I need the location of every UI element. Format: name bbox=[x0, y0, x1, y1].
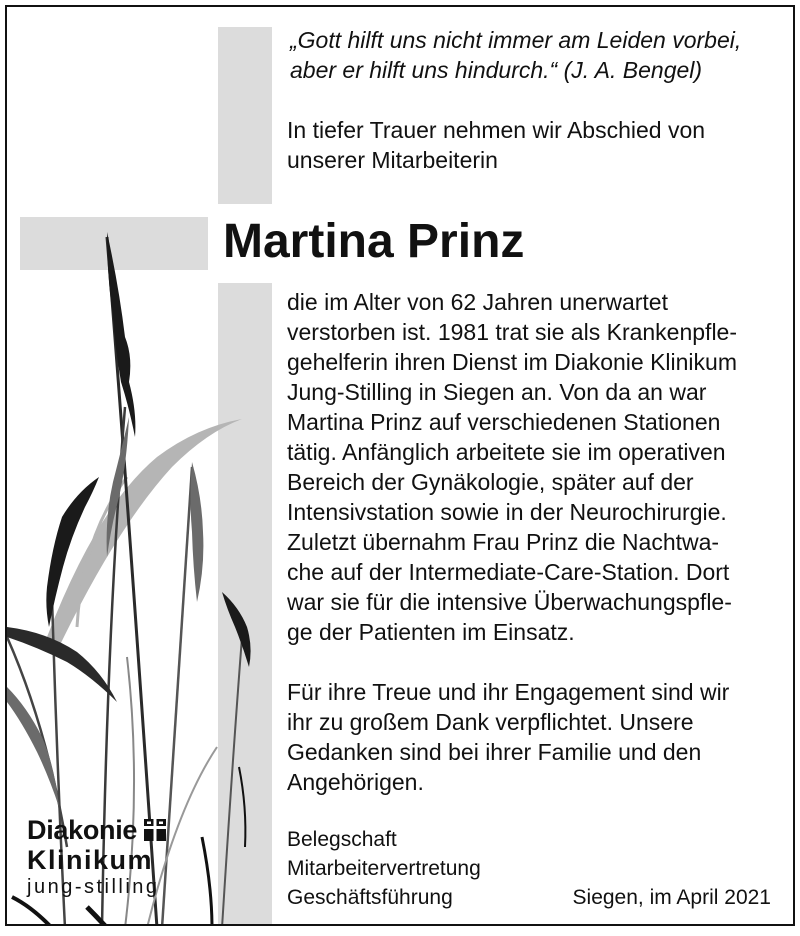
gift-box-icon bbox=[143, 818, 167, 842]
body-line: war sie für die intensive Überwachungspfle- bbox=[287, 589, 732, 615]
logo-word-jung-stilling: jung-stilling bbox=[27, 876, 160, 898]
signer-staff: Belegschaft bbox=[287, 828, 397, 851]
intro-text bbox=[287, 115, 782, 175]
cross-vertical-top bbox=[218, 27, 272, 204]
quote-line-2: aber er hilft uns hindurch.“ (J. A. Bengel) bbox=[290, 57, 703, 83]
bible-quote bbox=[290, 25, 785, 85]
logo-word-klinikum: Klinikum bbox=[27, 845, 154, 875]
body-line: gehelferin ihren Dienst im Diakonie Klinikum bbox=[287, 349, 737, 375]
logo-word-diakonie: Diakonie bbox=[27, 815, 138, 845]
body-line: Bereich der Gynäkologie, später auf der bbox=[287, 469, 694, 495]
diakonie-klinikum-logo bbox=[27, 815, 207, 899]
body-line: Zuletzt übernahm Frau Prinz die Nachtwa- bbox=[287, 529, 720, 555]
signers-list bbox=[287, 825, 481, 912]
signer-staff-council: Mitarbeitervertretung bbox=[287, 857, 481, 880]
thanks-paragraph bbox=[287, 677, 787, 797]
quote-line-1: „Gott hilft uns nicht immer am Leiden vorbei, bbox=[290, 27, 742, 53]
thanks-line: Angehörigen. bbox=[287, 769, 424, 795]
body-line: verstorben ist. 1981 trat sie als Krankenpfle- bbox=[287, 319, 738, 345]
body-line: Intensivstation sowie in der Neurochirurgie. bbox=[287, 499, 727, 525]
body-line: tätig. Anfänglich arbeitete sie im operativen bbox=[287, 439, 726, 465]
place-date: Siegen, im April 2021 bbox=[572, 886, 771, 909]
body-line: Jung-Stilling in Siegen an. Von da an war bbox=[287, 379, 707, 405]
intro-line-2: unserer Mitarbeiterin bbox=[287, 147, 498, 173]
deceased-name: Martina Prinz bbox=[223, 215, 525, 268]
thanks-line: Gedanken sind bei ihrer Familie und den bbox=[287, 739, 702, 765]
body-line: Martina Prinz auf verschiedenen Stationen bbox=[287, 409, 721, 435]
body-line: che auf der Intermediate-Care-Station. Dort bbox=[287, 559, 730, 585]
signer-management: Geschäftsführung bbox=[287, 886, 453, 909]
body-line: die im Alter von 62 Jahren unerwartet bbox=[287, 289, 668, 315]
thanks-line: ihr zu großem Dank verpflichtet. Unsere bbox=[287, 709, 694, 735]
thanks-line: Für ihre Treue und ihr Engagement sind wir bbox=[287, 679, 730, 705]
logo-row-1 bbox=[27, 815, 207, 845]
obituary-notice bbox=[5, 5, 795, 926]
intro-line-1: In tiefer Trauer nehmen wir Abschied von bbox=[287, 117, 706, 143]
body-line: ge der Patienten im Einsatz. bbox=[287, 619, 575, 645]
obituary-body bbox=[287, 287, 787, 647]
